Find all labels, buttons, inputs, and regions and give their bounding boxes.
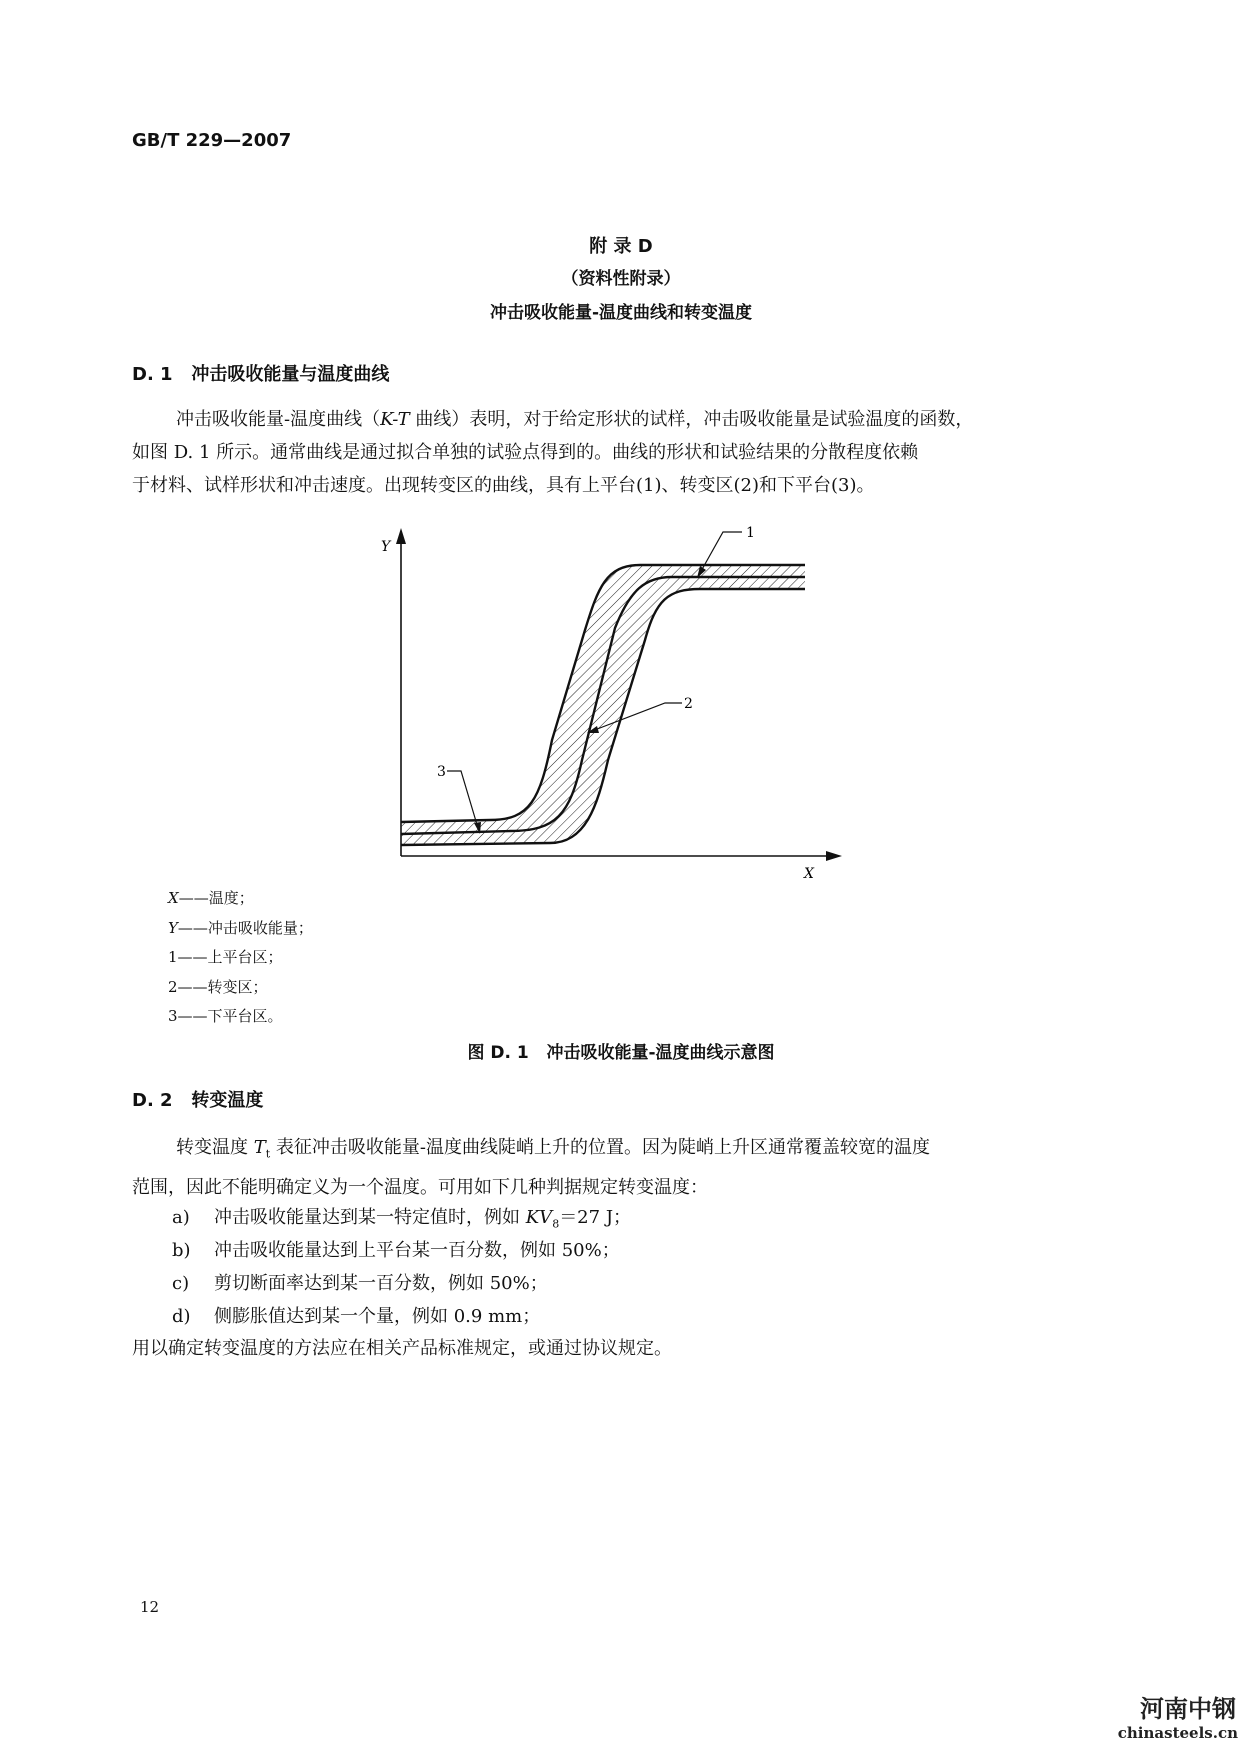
legend-item: Y——冲击吸收能量； [168,918,313,937]
section-number: D. 2 [132,1090,173,1111]
x-axis-label: X [804,866,814,882]
paragraph-line: 如图 D. 1 所示。通常曲线是通过拟合单独的试验点得到的。曲线的形状和试验结果的分散程度依赖 [132,442,919,463]
legend-item: X——温度； [168,889,254,907]
paragraph-line: 范围，因此不能明确定义为一个温度。可用如下几种判据规定转变温度： [132,1176,708,1198]
section-number: D. 1 [132,364,173,385]
document-id: GB/T 229—2007 [132,130,292,151]
criterion-item-c: c) 剪切断面率达到某一百分数，例如 50%； [172,1273,548,1294]
callout-label-2: 2 [684,696,693,712]
legend-item: 2——转变区； [168,977,268,996]
section-title: 转变温度 [191,1090,264,1111]
page-number: 12 [140,1598,160,1616]
paragraph-line: 冲击吸收能量-温度曲线（K-T 曲线）表明，对于给定形状的试样，冲击吸收能量是试验温度的函数， [176,409,974,430]
paragraph-line: 转变温度 $T_t$ 表征冲击吸收能量-温度曲线陡峭上升的位置。因为陡峭上升区通常覆盖较宽的温度 [176,1137,930,1161]
legend-item: 3——下平台区。 [168,1007,283,1025]
x-axis [401,851,842,861]
section-d2-heading [132,1086,263,1112]
callout-label-1: 1 [746,525,755,541]
site-watermark-cn: 河南中钢 [1140,1695,1236,1723]
closing-paragraph: 用以确定转变温度的方法应在相关产品标准规定，或通过协议规定。 [132,1338,672,1359]
figure-caption: 图 D. 1 冲击吸收能量-温度曲线示意图 [467,1043,775,1063]
appendix-subtitle: （资料性附录） [561,269,681,289]
y-axis-label: Y [381,539,391,555]
legend-item: 1——上平台区； [168,948,283,966]
figure-legend [168,884,313,1032]
section-d2-paragraph [132,1131,1092,1204]
scatter-band [401,565,805,845]
criterion-item-a: a) 冲击吸收能量达到某一特定值时，例如 $KV_8=27$ J； [172,1207,632,1231]
criterion-item-d: d) 侧膨胀值达到某一个量，例如 0.9 mm； [172,1306,541,1327]
site-watermark-url: chinasteels.cn [1117,1724,1238,1742]
paragraph-line: 于材料、试样形状和冲击速度。出现转变区的曲线，具有上平台(1)、转变区(2)和下平台(3)。 [132,475,875,496]
section-title: 冲击吸收能量与温度曲线 [191,364,390,385]
appendix-heading: 冲击吸收能量-温度曲线和转变温度 [489,303,753,323]
criterion-item-b: b) 冲击吸收能量达到上平台某一百分数，例如 50%； [172,1240,620,1261]
callout-label-3: 3 [437,764,446,780]
appendix-title: 附 录 D [589,236,653,257]
y-axis [396,528,406,856]
